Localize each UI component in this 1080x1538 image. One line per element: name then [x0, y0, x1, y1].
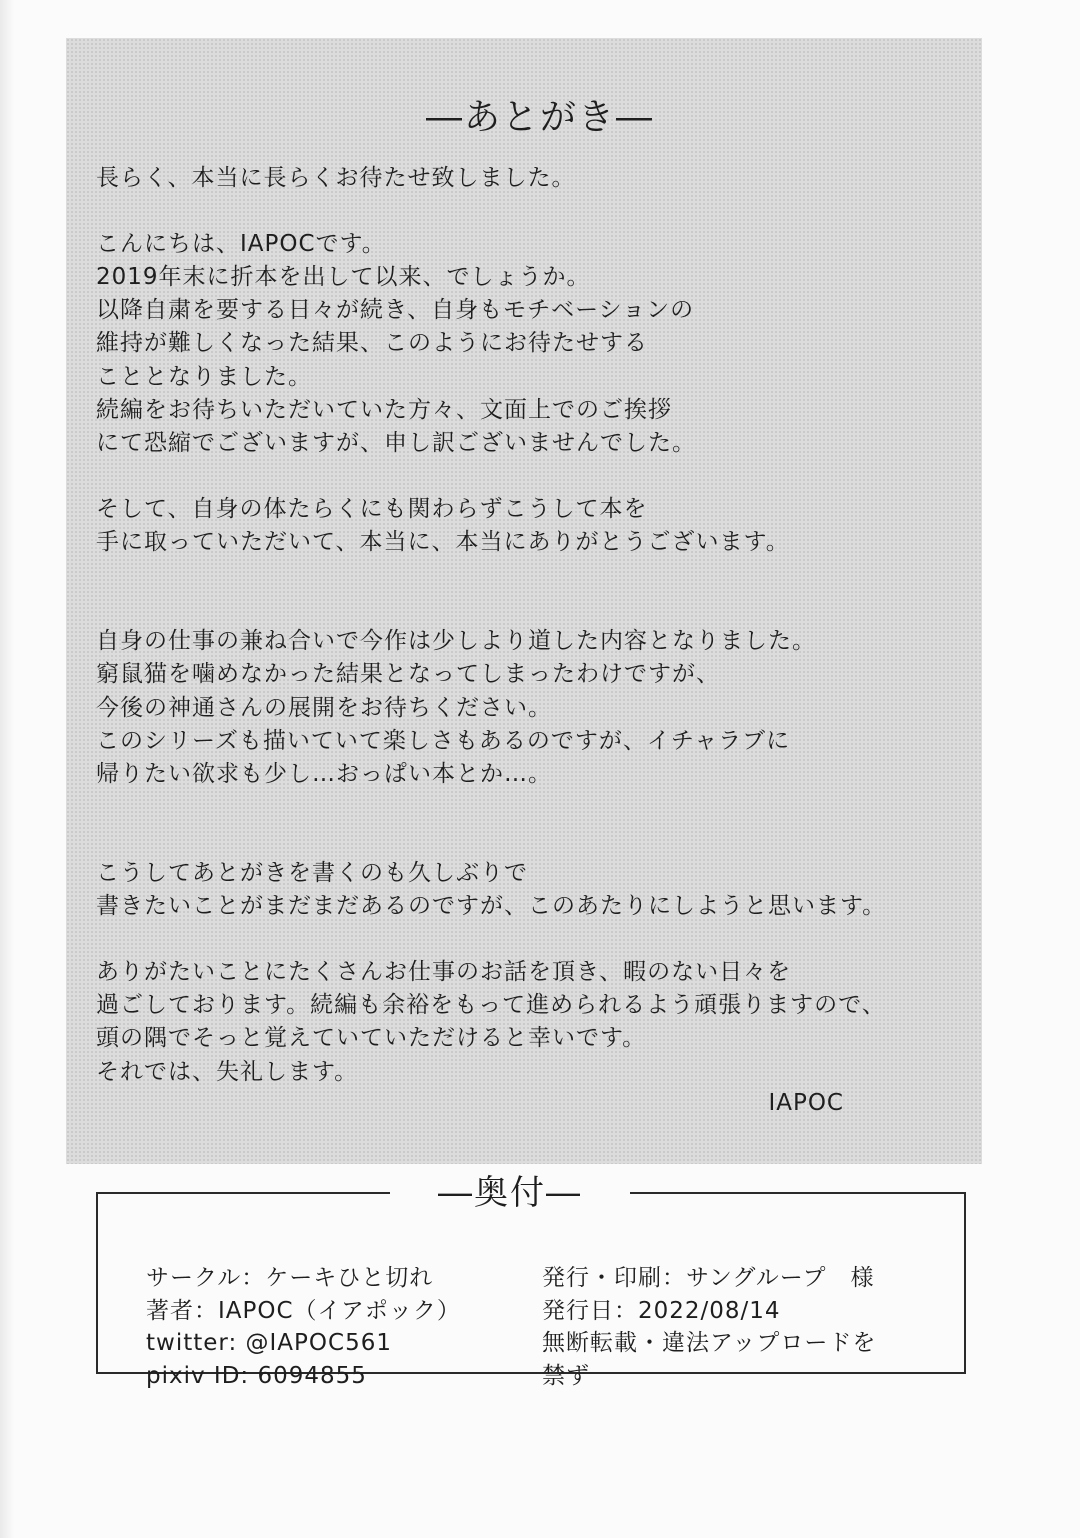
afterword-line: 手に取っていただいて、本当に、本当にありがとうございます。 — [96, 529, 790, 556]
afterword-line: 長らく、本当に長らくお待たせ致しました。 — [96, 165, 576, 191]
afterword-line: 今後の神通さんの展開をお待ちください。 — [96, 694, 552, 721]
afterword-line: それでは、失礼します。 — [96, 1058, 359, 1085]
afterword-line: 自身の仕事の兼ね合いで今作は少しより道した内容となりました。 — [96, 628, 816, 655]
afterword-line: 頭の隅でそっと覚えていていただけると幸いです。 — [96, 1025, 647, 1052]
afterword-line: 書きたいことがまだまだあるのですが、このあたりにしようと思います。 — [96, 893, 887, 920]
colophon-printer: 発行・印刷：サングループ 様 — [542, 1265, 875, 1291]
afterword-line: 以降自粛を要する日々が続き、自身もモチベーションの — [96, 297, 695, 324]
colophon-right-column — [542, 1262, 876, 1392]
afterword-line: にて恐縮でございますが、申し訳ございませんでした。 — [96, 429, 696, 456]
afterword-line: こんにちは、IAPOCです。 — [96, 231, 386, 258]
colophon-title: ―奥付― — [390, 1168, 630, 1218]
afterword-body — [96, 162, 976, 1089]
colophon-circle: サークル：ケーキひと切れ — [146, 1265, 434, 1291]
colophon-notice-cont: 禁ず — [542, 1362, 590, 1389]
afterword-line: こととなりました。 — [96, 363, 312, 390]
afterword-line: 過ごしております。続編も余裕をもって進められるよう頑張りますので、 — [96, 992, 886, 1019]
afterword-line: ありがたいことにたくさんお仕事のお話を頂き、暇のない日々を — [96, 959, 792, 986]
afterword-title: ―あとがき― — [425, 97, 654, 138]
afterword-line: 帰りたい欲求も少し…おっぱい本とか…。 — [96, 760, 552, 787]
colophon-left-column — [146, 1262, 461, 1392]
afterword-line: 窮鼠猫を噛めなかった結果となってしまったわけですが、 — [96, 661, 720, 688]
colophon-notice: 無断転載・違法アップロードを — [542, 1330, 877, 1356]
afterword-line: 2019年末に折本を出して以来、でしょうか。 — [96, 264, 591, 291]
afterword-line: そして、自身の体たらくにも関わらずこうして本を — [96, 495, 648, 522]
afterword-line: こうしてあとがきを書くのも久しぶりで — [96, 859, 528, 886]
page-edge-shadow — [0, 0, 14, 1538]
colophon-pixiv: pixiv ID: 6094855 — [146, 1362, 367, 1389]
afterword-line: 維持が難しくなった結果、このようにお待たせする — [96, 330, 648, 357]
colophon-twitter: twitter: @IAPOC561 — [146, 1330, 392, 1356]
afterword-signature: IAPOC — [768, 1090, 844, 1116]
colophon-date: 発行日：2022/08/14 — [542, 1297, 781, 1324]
colophon-author: 著者：IAPOC（イアポック） — [146, 1297, 461, 1324]
afterword-line: このシリーズも描いていて楽しさもあるのですが、イチャラブに — [96, 727, 791, 754]
afterword-line: 続編をお待ちいただいていた方々、文面上でのご挨拶 — [96, 396, 672, 423]
